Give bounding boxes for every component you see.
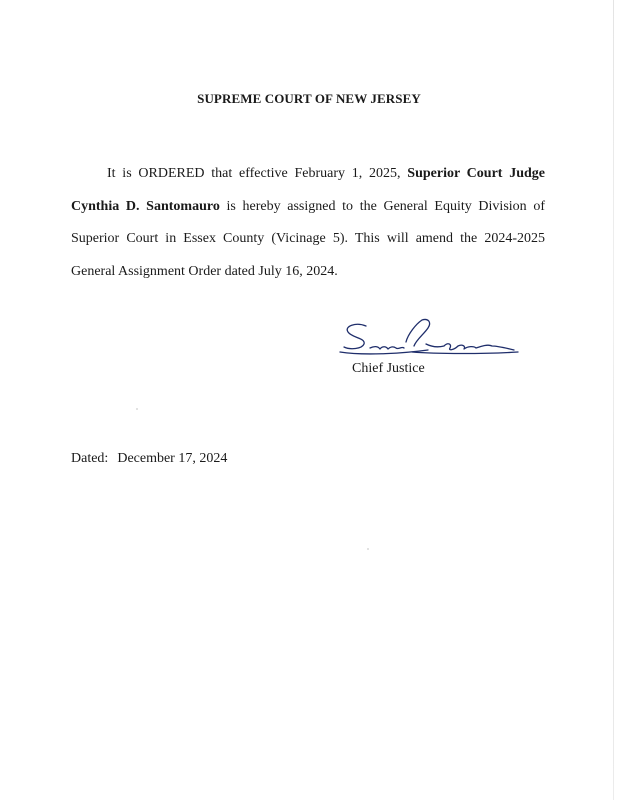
judge-name: Superior Court Judge Cynthia D. Santomauro: [71, 166, 545, 214]
order-text-part2: is hereby assigned to the General Equity Division of Superior Court in Essex County (Vicinage 5). This will amend the 2024-2025 General Assignment Order dated July 16, 2024.: [71, 198, 545, 279]
dated-line: [71, 451, 227, 467]
order-paragraph: [71, 158, 545, 288]
scan-edge-line: [613, 0, 614, 800]
signature-image: [336, 316, 536, 366]
court-heading: SUPREME COURT OF NEW JERSEY: [197, 91, 421, 106]
scan-speck: [367, 548, 369, 550]
dated-label: Dated:: [71, 451, 109, 466]
scan-speck: [136, 408, 138, 410]
order-text-part1: It is ORDERED that effective February 1, 2025,: [107, 166, 408, 181]
signature: [336, 316, 536, 366]
dated-value: December 17, 2024: [117, 451, 228, 466]
signer-title: Chief Justice: [352, 361, 425, 376]
